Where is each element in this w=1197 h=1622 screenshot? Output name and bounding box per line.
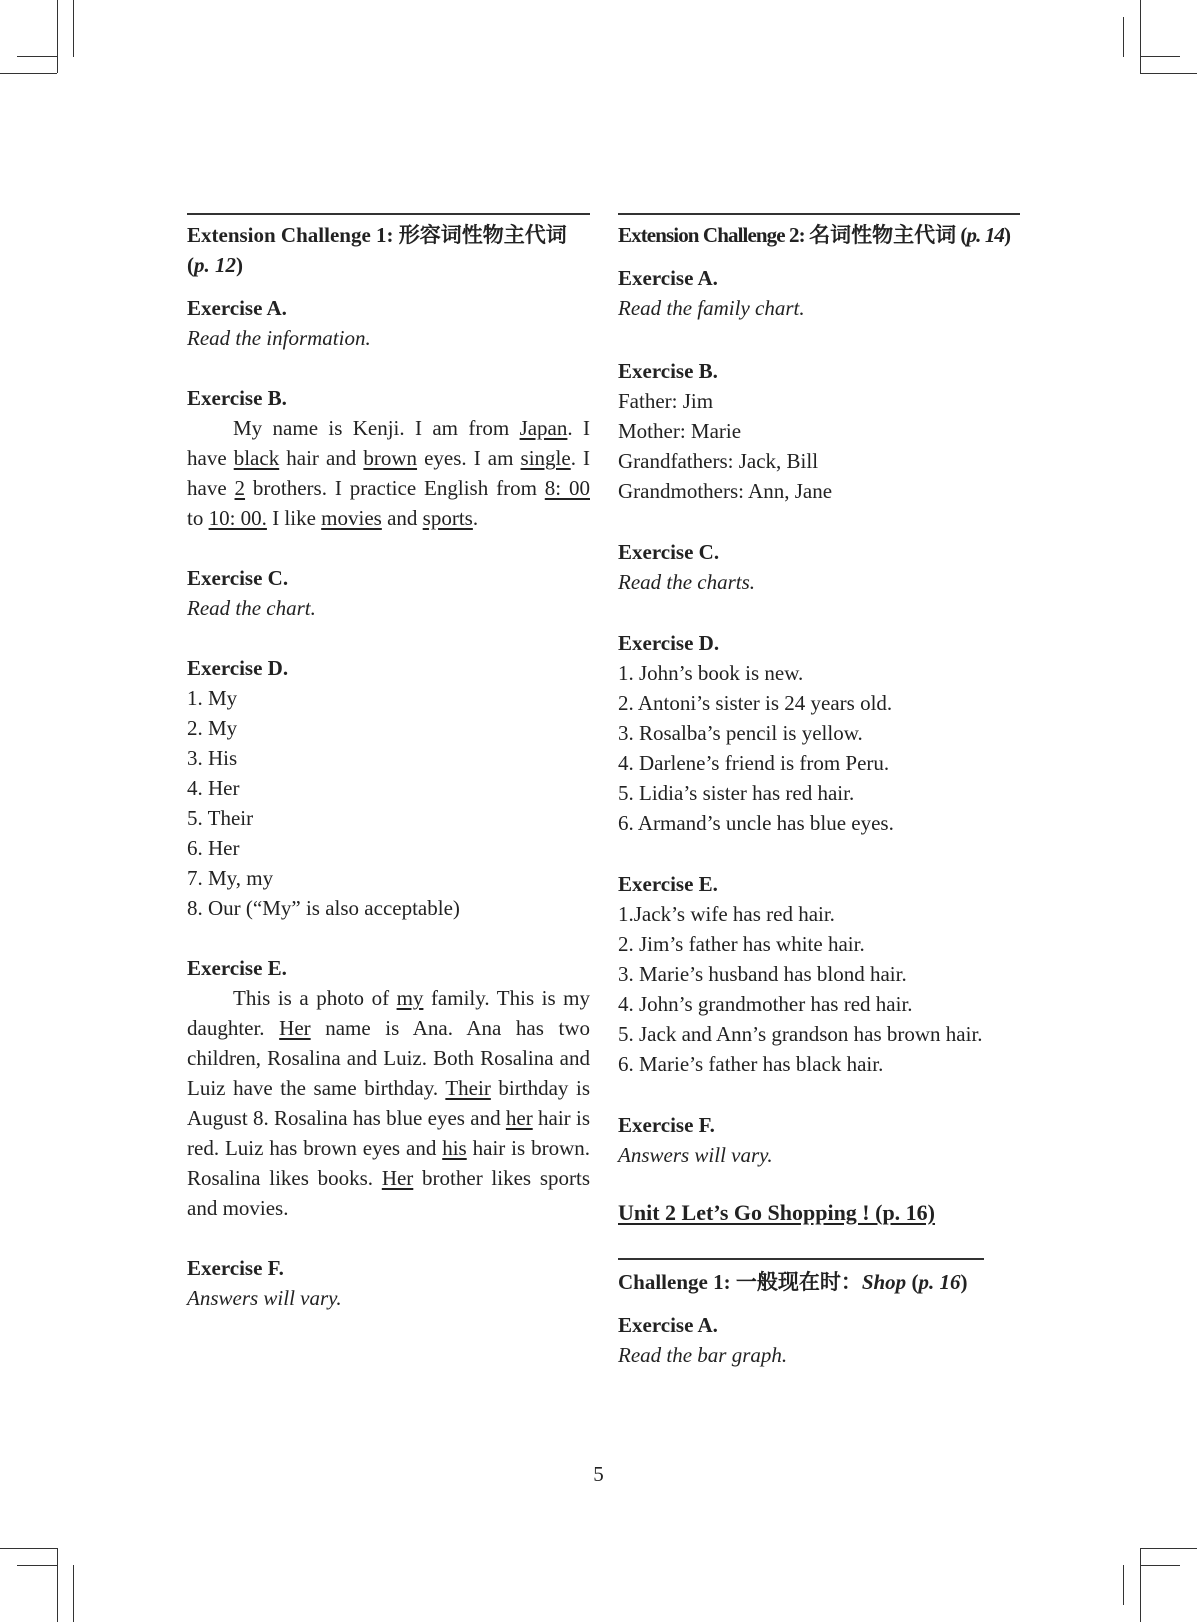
crop-mark — [1123, 1565, 1124, 1605]
exercise-instruction: Read the bar graph. — [618, 1343, 788, 1367]
exercise-instruction: Answers will vary. — [618, 1143, 773, 1167]
answer-item: 2. Antoni’s sister is 24 years old. — [618, 691, 893, 715]
crop-mark — [1140, 1565, 1180, 1566]
text-run: This is a photo of — [233, 986, 397, 1010]
answer-item: 6. Marie’s father has black hair. — [618, 1052, 884, 1076]
answer-blank: my — [396, 986, 424, 1010]
exercise-title: Exercise C. — [187, 566, 289, 590]
exercise-e — [187, 953, 590, 1223]
text-run: brothers. I practice English from — [245, 476, 545, 500]
exercise-title: Exercise B. — [187, 386, 287, 410]
exercise-c — [618, 537, 1020, 597]
answer-blank: sports — [422, 506, 473, 530]
crop-mark — [0, 73, 57, 74]
section-rule — [187, 213, 590, 215]
left-column — [187, 213, 590, 1313]
answer-item: 7. My, my — [187, 866, 274, 890]
exercise-title: Exercise E. — [618, 872, 718, 896]
challenge-1-heading: Challenge 1: 一般现在时：Shop (p. 16) — [618, 1270, 968, 1294]
exercise-title: Exercise B. — [618, 359, 718, 383]
crop-mark — [0, 1548, 57, 1549]
text-run: birthday is August 8. Rosalina has blue eyes and — [187, 1076, 590, 1130]
crop-mark — [17, 1565, 57, 1566]
crop-mark — [1140, 0, 1141, 73]
text-run: I like — [266, 506, 322, 530]
crop-mark — [1140, 56, 1180, 57]
answer-item: 2. My — [187, 716, 238, 740]
answer-item: 1. John’s book is new. — [618, 661, 804, 685]
exercise-title: Exercise F. — [187, 1256, 284, 1280]
answer-item: 5. Their — [187, 806, 254, 830]
section-rule — [618, 1258, 984, 1260]
extension-challenge-2-heading: Extension Challenge 2: 名词性物主代词 (p. 14) — [618, 223, 1011, 247]
answer-blank: her — [505, 1106, 533, 1130]
answer-item: Grandfathers: Jack, Bill — [618, 449, 819, 473]
text-run: . I have — [187, 446, 590, 500]
answer-item: 6. Armand’s uncle has blue eyes. — [618, 811, 894, 835]
text-run: eyes. I am — [417, 446, 521, 470]
exercise-instruction: Read the information. — [187, 326, 371, 350]
answer-blank: 2 — [234, 476, 246, 500]
exercise-e-paragraph — [187, 983, 590, 1223]
right-column — [618, 213, 1020, 1370]
text-run: name is Ana. Ana has two children, Rosalina and Luiz. Both Rosalina and Luiz have the same birthday. — [187, 1016, 591, 1100]
exercise-title: Exercise E. — [187, 956, 287, 980]
answer-blank: movies — [321, 506, 382, 530]
crop-mark — [57, 1548, 58, 1622]
crop-mark — [17, 56, 57, 57]
answer-item: 3. Rosalba’s pencil is yellow. — [618, 721, 863, 745]
page-number: 5 — [593, 1462, 604, 1486]
answer-item: Grandmothers: Ann, Jane — [618, 479, 833, 503]
answer-blank: black — [233, 446, 280, 470]
text-run: hair is brown. Rosalina likes books. — [187, 1136, 590, 1190]
answer-item: 4. Her — [187, 776, 240, 800]
exercise-title: Exercise A. — [618, 266, 718, 290]
exercise-title: Exercise A. — [618, 1313, 718, 1337]
answer-blank: brown — [363, 446, 418, 470]
exercise-instruction: Read the charts. — [618, 570, 756, 594]
text-run: hair is red. Luiz has brown eyes and — [187, 1106, 590, 1160]
exercise-b — [618, 356, 1020, 506]
text-run: to — [187, 506, 209, 530]
answer-blank: 10: 00. — [208, 506, 267, 530]
exercise-title: Exercise D. — [618, 631, 720, 655]
answer-blank: Her — [279, 1016, 311, 1040]
answer-item: 5. Jack and Ann’s grandson has brown hair. — [618, 1022, 983, 1046]
exercise-instruction: Read the chart. — [187, 596, 316, 620]
exercise-instruction: Answers will vary. — [187, 1286, 342, 1310]
exercise-instruction: Read the family chart. — [618, 296, 805, 320]
text-run: family. This is my daughter. — [187, 986, 590, 1040]
answer-item: 2. Jim’s father has white hair. — [618, 932, 865, 956]
crop-mark — [1140, 73, 1197, 74]
answer-blank: Their — [445, 1076, 491, 1100]
answer-item: 5. Lidia’s sister has red hair. — [618, 781, 855, 805]
answer-item: Father: Jim — [618, 389, 714, 413]
exercise-title: Exercise F. — [618, 1113, 715, 1137]
answer-blank: 8: 00 — [544, 476, 590, 500]
crop-mark — [73, 1565, 74, 1622]
exercise-b — [187, 383, 590, 533]
crop-mark — [1123, 17, 1124, 57]
extension-challenge-1-heading: Extension Challenge 1: 形容词性物主代词 (p. 12) — [187, 223, 567, 277]
answer-blank: Her — [381, 1166, 414, 1190]
exercise-f — [187, 1253, 590, 1313]
unit-2-title: Unit 2 Let’s Go Shopping ! (p. 16) — [618, 1200, 936, 1225]
answer-item: 6. Her — [187, 836, 240, 860]
crop-mark — [57, 0, 58, 73]
answer-blank: Japan — [519, 416, 568, 440]
exercise-title: Exercise A. — [187, 296, 287, 320]
exercise-e — [618, 869, 1020, 1079]
text-run: My name is Kenji. I am from — [233, 416, 520, 440]
answer-blank: single — [520, 446, 571, 470]
exercise-title: Exercise C. — [618, 540, 720, 564]
exercise-c — [187, 563, 590, 623]
text-run: hair and — [279, 446, 364, 470]
exercise-a — [618, 263, 1020, 323]
exercise-title: Exercise D. — [187, 656, 289, 680]
answer-item: 1. My — [187, 686, 238, 710]
answer-item: 1.Jack’s wife has red hair. — [618, 902, 835, 926]
crop-mark — [1140, 1548, 1197, 1549]
exercise-f — [618, 1110, 1020, 1170]
answer-item: 3. Marie’s husband has blond hair. — [618, 962, 907, 986]
answer-item: 4. Darlene’s friend is from Peru. — [618, 751, 890, 775]
crop-mark — [1140, 1548, 1141, 1622]
text-run: . I have — [187, 416, 590, 470]
exercise-a — [187, 293, 590, 353]
answer-item: 4. John’s grandmother has red hair. — [618, 992, 913, 1016]
exercise-d — [618, 628, 1020, 838]
answer-item: Mother: Marie — [618, 419, 742, 443]
section-rule — [618, 213, 1020, 215]
answer-item: 8. Our (“My” is also acceptable) — [187, 896, 460, 920]
exercise-d — [187, 653, 590, 923]
text-run: and — [381, 506, 423, 530]
exercise-b-paragraph — [187, 413, 590, 533]
exercise-a — [618, 1310, 1020, 1370]
text-run: brother likes sports and movies. — [187, 1166, 590, 1220]
crop-mark — [73, 0, 74, 57]
answer-item: 3. His — [187, 746, 238, 770]
text-run: . — [472, 506, 479, 530]
answer-blank: his — [442, 1136, 467, 1160]
